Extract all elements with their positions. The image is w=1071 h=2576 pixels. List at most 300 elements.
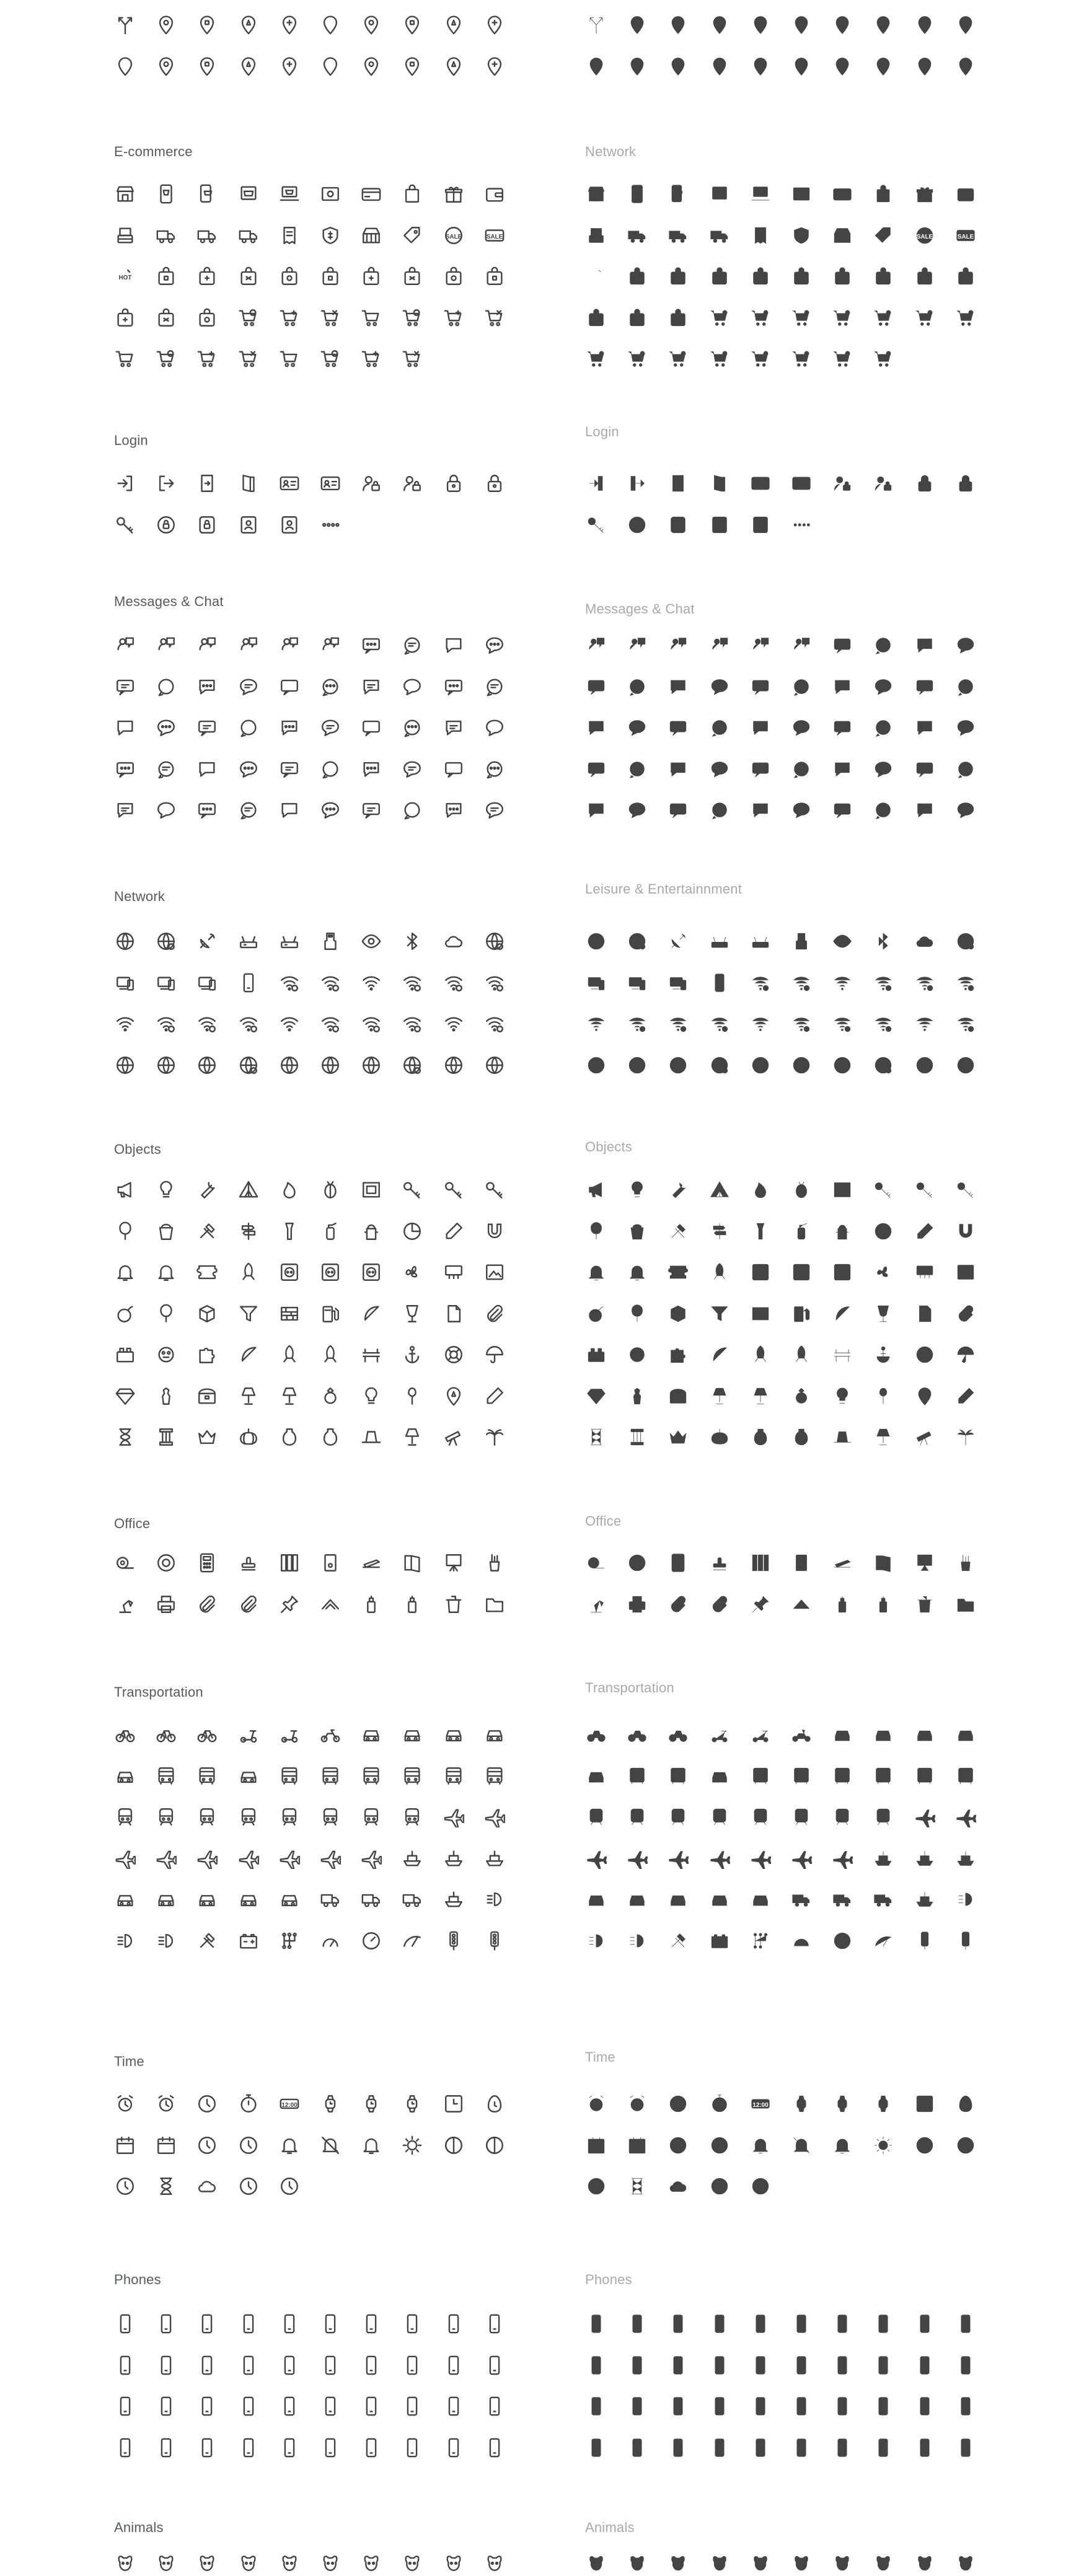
phone-icon[interactable] [276, 2434, 303, 2461]
feather-icon[interactable] [829, 1300, 856, 1327]
pencil-icon[interactable] [952, 1383, 979, 1410]
id-card-icon[interactable] [317, 470, 344, 497]
receipt-icon[interactable] [276, 222, 303, 249]
animal-icon[interactable] [276, 2549, 303, 2576]
chat-icon[interactable] [747, 673, 774, 700]
phone-icon[interactable] [152, 2310, 180, 2337]
globe-icon[interactable] [358, 1052, 385, 1079]
paperclip-icon[interactable] [664, 1591, 692, 1618]
phone-icon[interactable] [440, 2393, 467, 2420]
hydrant-icon[interactable] [358, 1218, 385, 1245]
truck-icon[interactable] [624, 222, 651, 249]
calendar-icon[interactable] [624, 2132, 651, 2159]
plane-icon[interactable] [911, 1803, 938, 1831]
mask-icon[interactable] [152, 1341, 180, 1368]
half-circle-icon[interactable] [481, 2132, 508, 2159]
watch-icon[interactable] [399, 2090, 426, 2117]
bench-icon[interactable] [829, 1341, 856, 1368]
laptop-shop-icon[interactable] [276, 180, 303, 208]
animal-icon[interactable] [358, 2549, 385, 2576]
wrench-icon[interactable] [193, 1176, 221, 1203]
chat-icon[interactable] [664, 673, 692, 700]
wifi-icon[interactable] [317, 1010, 344, 1037]
chat-icon[interactable] [235, 673, 262, 700]
devices-icon[interactable] [193, 969, 221, 996]
train-icon[interactable] [276, 1803, 303, 1831]
phone-cart-icon[interactable] [193, 180, 221, 208]
phone-icon[interactable] [440, 2352, 467, 2379]
wifi-icon[interactable] [829, 969, 856, 996]
cart-icon[interactable] [399, 345, 426, 372]
plane-icon[interactable] [952, 1803, 979, 1831]
desk-lamp-icon[interactable] [583, 1591, 610, 1618]
bicycle-icon[interactable] [112, 1721, 139, 1748]
bus-icon[interactable] [664, 1762, 692, 1790]
register-icon[interactable] [583, 222, 610, 249]
balloon-icon[interactable] [152, 1300, 180, 1327]
lock-icon[interactable] [440, 470, 467, 497]
beetle-icon[interactable] [788, 1176, 815, 1203]
fire-icon[interactable] [276, 1176, 303, 1203]
cart-icon[interactable] [317, 304, 344, 332]
flipchart-icon[interactable] [440, 1549, 467, 1576]
card-icon[interactable] [829, 180, 856, 208]
bus-icon[interactable] [440, 1762, 467, 1790]
bin-icon[interactable] [440, 1591, 467, 1618]
clock-icon[interactable] [193, 2090, 221, 2117]
phone-icon[interactable] [276, 2310, 303, 2337]
bell-icon[interactable] [829, 2132, 856, 2159]
bus-icon[interactable] [276, 1762, 303, 1790]
car-icon[interactable] [870, 1721, 897, 1748]
magnet-icon[interactable] [952, 1218, 979, 1245]
frame-icon[interactable] [829, 1176, 856, 1203]
book-icon[interactable] [870, 1549, 897, 1576]
chat-user-icon[interactable] [317, 631, 344, 659]
lock-icon[interactable] [952, 470, 979, 497]
hot-label-icon[interactable] [583, 263, 610, 290]
balloon-icon[interactable] [112, 1218, 139, 1245]
train-icon[interactable] [112, 1803, 139, 1831]
wifi-icon[interactable] [870, 1010, 897, 1037]
chat-icon[interactable] [440, 631, 467, 659]
bell-icon[interactable] [583, 1259, 610, 1286]
bus-icon[interactable] [747, 1762, 774, 1790]
fan-icon[interactable] [870, 1259, 897, 1286]
login-icon[interactable] [112, 470, 139, 497]
chat-icon[interactable] [193, 755, 221, 783]
wifi-icon[interactable] [747, 969, 774, 996]
phone-icon[interactable] [624, 2434, 651, 2461]
globe-icon[interactable] [276, 1052, 303, 1079]
animal-icon[interactable] [829, 2549, 856, 2576]
car-icon[interactable] [235, 1886, 262, 1913]
phone-icon[interactable] [276, 2352, 303, 2379]
clock-icon[interactable] [112, 2173, 139, 2200]
chat-icon[interactable] [747, 796, 774, 824]
car-icon[interactable] [583, 1886, 610, 1913]
bell-off-icon[interactable] [788, 2132, 815, 2159]
satellite-dish-icon[interactable] [193, 928, 221, 955]
phone-icon[interactable] [664, 2352, 692, 2379]
wifi-icon[interactable] [112, 1010, 139, 1037]
plane-icon[interactable] [829, 1845, 856, 1872]
chat-user-icon[interactable] [747, 631, 774, 659]
globe-icon[interactable] [235, 1052, 262, 1079]
phone-icon[interactable] [829, 2434, 856, 2461]
tent-icon[interactable] [706, 1176, 733, 1203]
chat-icon[interactable] [911, 755, 938, 783]
bag-icon[interactable] [399, 263, 426, 290]
anchor-icon[interactable] [870, 1341, 897, 1368]
devices-icon[interactable] [152, 969, 180, 996]
diamond-icon[interactable] [583, 1383, 610, 1410]
tools-icon[interactable] [664, 1218, 692, 1245]
chat-icon[interactable] [870, 796, 897, 824]
chat-icon[interactable] [952, 796, 979, 824]
truck-icon[interactable] [152, 222, 180, 249]
phone-icon[interactable] [747, 2352, 774, 2379]
paperclip-icon[interactable] [235, 1591, 262, 1618]
bell-icon[interactable] [276, 2132, 303, 2159]
half-circle-icon[interactable] [952, 2132, 979, 2159]
ship-icon[interactable] [481, 1845, 508, 1872]
globe-icon[interactable] [624, 928, 651, 955]
printer-icon[interactable] [152, 1591, 180, 1618]
phone-icon[interactable] [664, 2393, 692, 2420]
pin-icon[interactable] [747, 53, 774, 80]
router-icon[interactable] [235, 928, 262, 955]
door-out-icon[interactable] [235, 470, 262, 497]
globe-icon[interactable] [152, 1052, 180, 1079]
paper-icon[interactable] [440, 1300, 467, 1327]
tape-roll-icon[interactable] [624, 1549, 651, 1576]
chat-icon[interactable] [583, 673, 610, 700]
hat-icon[interactable] [829, 1423, 856, 1451]
pin-icon[interactable] [440, 1383, 467, 1410]
pin-icon[interactable] [317, 53, 344, 80]
wifi-icon[interactable] [235, 1010, 262, 1037]
ship-icon[interactable] [440, 1845, 467, 1872]
cart-icon[interactable] [440, 304, 467, 332]
phone-icon[interactable] [788, 2393, 815, 2420]
ship-icon[interactable] [952, 1845, 979, 1872]
fire-icon[interactable] [747, 1176, 774, 1203]
frame-icon[interactable] [358, 1176, 385, 1203]
chat-icon[interactable] [152, 673, 180, 700]
phone-icon[interactable] [358, 2393, 385, 2420]
car-icon[interactable] [706, 1762, 733, 1790]
banknote-icon[interactable] [317, 180, 344, 208]
pencil-cup-icon[interactable] [481, 1549, 508, 1576]
phone-icon[interactable] [583, 2310, 610, 2337]
glue-icon[interactable] [870, 1591, 897, 1618]
password-icon[interactable] [788, 511, 815, 538]
wifi-icon[interactable] [706, 1010, 733, 1037]
phone-icon[interactable] [706, 2310, 733, 2337]
speedometer-icon[interactable] [358, 1927, 385, 1954]
digital-clock-icon[interactable] [747, 2090, 774, 2117]
chat-icon[interactable] [235, 796, 262, 824]
cart-icon[interactable] [317, 345, 344, 372]
wifi-icon[interactable] [317, 969, 344, 996]
bell-icon[interactable] [624, 1259, 651, 1286]
phone-icon[interactable] [952, 2393, 979, 2420]
plane-icon[interactable] [152, 1845, 180, 1872]
chat-icon[interactable] [276, 714, 303, 741]
globe-icon[interactable] [952, 1052, 979, 1079]
chat-user-icon[interactable] [664, 631, 692, 659]
shop-icon[interactable] [112, 180, 139, 208]
phone-icon[interactable] [481, 2434, 508, 2461]
car-icon[interactable] [112, 1762, 139, 1790]
bucket-icon[interactable] [624, 1218, 651, 1245]
pin-icon[interactable] [193, 53, 221, 80]
socket-icon[interactable] [747, 1259, 774, 1286]
wifi-icon[interactable] [399, 969, 426, 996]
animal-icon[interactable] [152, 2549, 180, 2576]
ship-icon[interactable] [870, 1845, 897, 1872]
chat-icon[interactable] [358, 714, 385, 741]
balloon-icon[interactable] [583, 1218, 610, 1245]
alarm-icon[interactable] [112, 2090, 139, 2117]
pin-icon[interactable] [706, 53, 733, 80]
funnel-icon[interactable] [235, 1300, 262, 1327]
cart-icon[interactable] [829, 345, 856, 372]
lamp-icon[interactable] [276, 1383, 303, 1410]
bin-icon[interactable] [911, 1591, 938, 1618]
lego-icon[interactable] [112, 1341, 139, 1368]
phone-icon[interactable] [235, 2310, 262, 2337]
phone-icon[interactable] [706, 2352, 733, 2379]
umbrella-icon[interactable] [481, 1341, 508, 1368]
chat-icon[interactable] [481, 796, 508, 824]
plane-icon[interactable] [317, 1845, 344, 1872]
bag-icon[interactable] [624, 263, 651, 290]
phone-icon[interactable] [747, 2393, 774, 2420]
printer-icon[interactable] [624, 1591, 651, 1618]
usb-icon[interactable] [317, 928, 344, 955]
chat-icon[interactable] [152, 796, 180, 824]
tape-icon[interactable] [112, 1549, 139, 1576]
flipchart-icon[interactable] [911, 1549, 938, 1576]
animal-icon[interactable] [911, 2549, 938, 2576]
globe-icon[interactable] [747, 1052, 774, 1079]
diamond-icon[interactable] [112, 1383, 139, 1410]
train-icon[interactable] [870, 1803, 897, 1831]
truck-icon[interactable] [664, 222, 692, 249]
calendar-icon[interactable] [583, 2132, 610, 2159]
password-icon[interactable] [317, 511, 344, 538]
phone-icon[interactable] [911, 2434, 938, 2461]
balloon-icon[interactable] [624, 1300, 651, 1327]
bag-icon[interactable] [193, 304, 221, 332]
lock-icon[interactable] [481, 470, 508, 497]
animal-icon[interactable] [481, 2549, 508, 2576]
pencil-icon[interactable] [440, 1218, 467, 1245]
wrench-icon[interactable] [664, 1176, 692, 1203]
umbrella-icon[interactable] [952, 1341, 979, 1368]
chat-icon[interactable] [317, 714, 344, 741]
car-icon[interactable] [706, 1886, 733, 1913]
chat-icon[interactable] [358, 673, 385, 700]
chat-icon[interactable] [870, 755, 897, 783]
stopwatch-icon[interactable] [235, 2090, 262, 2117]
chat-icon[interactable] [829, 673, 856, 700]
pin-icon[interactable] [276, 11, 303, 38]
price-tag-icon[interactable] [870, 222, 897, 249]
tools-icon[interactable] [193, 1927, 221, 1954]
cart-icon[interactable] [870, 345, 897, 372]
bus-icon[interactable] [481, 1762, 508, 1790]
sale-badge-icon[interactable] [440, 222, 467, 249]
wifi-icon[interactable] [788, 1010, 815, 1037]
sun-icon[interactable] [870, 2132, 897, 2159]
ship-icon[interactable] [911, 1886, 938, 1913]
phone-icon[interactable] [193, 2434, 221, 2461]
feather-icon[interactable] [235, 1341, 262, 1368]
bicycle-icon[interactable] [152, 1721, 180, 1748]
gift-icon[interactable] [440, 180, 467, 208]
socket-icon[interactable] [788, 1259, 815, 1286]
phone-icon[interactable] [952, 2434, 979, 2461]
paperclip-icon[interactable] [193, 1591, 221, 1618]
plane-icon[interactable] [440, 1803, 467, 1831]
phone-icon[interactable] [664, 2310, 692, 2337]
egg-timer-icon[interactable] [952, 2090, 979, 2117]
chat-icon[interactable] [235, 714, 262, 741]
staple-remover-icon[interactable] [317, 1591, 344, 1618]
phone-icon[interactable] [583, 2434, 610, 2461]
pin-icon[interactable] [788, 11, 815, 38]
phone-icon[interactable] [706, 969, 733, 996]
cube-icon[interactable] [193, 1300, 221, 1327]
plane-icon[interactable] [358, 1845, 385, 1872]
pin-icon[interactable] [235, 11, 262, 38]
phone-icon[interactable] [952, 2352, 979, 2379]
chat-icon[interactable] [583, 796, 610, 824]
chat-icon[interactable] [706, 714, 733, 741]
gearshift-icon[interactable] [747, 1927, 774, 1954]
chat-user-icon[interactable] [235, 631, 262, 659]
phone-icon[interactable] [399, 2310, 426, 2337]
chat-icon[interactable] [829, 714, 856, 741]
crown-icon[interactable] [664, 1423, 692, 1451]
palm-icon[interactable] [481, 1423, 508, 1451]
wallet-icon[interactable] [481, 180, 508, 208]
plane-icon[interactable] [276, 1845, 303, 1872]
car-icon[interactable] [235, 1762, 262, 1790]
rocket-icon[interactable] [788, 1341, 815, 1368]
calculator-icon[interactable] [664, 1549, 692, 1576]
plane-icon[interactable] [583, 1845, 610, 1872]
train-icon[interactable] [317, 1803, 344, 1831]
animal-icon[interactable] [952, 2549, 979, 2576]
column-icon[interactable] [624, 1423, 651, 1451]
animal-icon[interactable] [440, 2549, 467, 2576]
router-icon[interactable] [747, 928, 774, 955]
globe-icon[interactable] [706, 1052, 733, 1079]
cart-icon[interactable] [706, 304, 733, 332]
pin-icon[interactable] [399, 53, 426, 80]
binders-icon[interactable] [276, 1549, 303, 1576]
chat-icon[interactable] [112, 796, 139, 824]
pin-icon[interactable] [152, 11, 180, 38]
cart-icon[interactable] [870, 304, 897, 332]
chat-icon[interactable] [317, 796, 344, 824]
lego-icon[interactable] [583, 1341, 610, 1368]
pin-icon[interactable] [664, 11, 692, 38]
pie-icon[interactable] [870, 1218, 897, 1245]
key-icon[interactable] [399, 1176, 426, 1203]
chat-icon[interactable] [399, 796, 426, 824]
cart-icon[interactable] [788, 345, 815, 372]
alarm-icon[interactable] [583, 2090, 610, 2117]
rocket-icon[interactable] [276, 1341, 303, 1368]
chat-icon[interactable] [358, 631, 385, 659]
traffic-light-icon[interactable] [911, 1927, 938, 1954]
bell-icon[interactable] [747, 2132, 774, 2159]
half-circle-icon[interactable] [911, 2132, 938, 2159]
pin-icon[interactable] [829, 11, 856, 38]
picture-icon[interactable] [952, 1259, 979, 1286]
wifi-icon[interactable] [870, 969, 897, 996]
wallet-icon[interactable] [952, 180, 979, 208]
chat-icon[interactable] [911, 673, 938, 700]
door-in-icon[interactable] [193, 470, 221, 497]
rocket-icon[interactable] [235, 1259, 262, 1286]
key-icon[interactable] [112, 511, 139, 538]
phone-icon[interactable] [399, 2393, 426, 2420]
phone-icon[interactable] [235, 2434, 262, 2461]
scooter-icon[interactable] [276, 1721, 303, 1748]
pin-icon[interactable] [829, 53, 856, 80]
phone-icon[interactable] [583, 2393, 610, 2420]
chest-icon[interactable] [664, 1383, 692, 1410]
bus-icon[interactable] [624, 1762, 651, 1790]
chat-icon[interactable] [193, 796, 221, 824]
digital-clock-icon[interactable] [276, 2090, 303, 2117]
chat-icon[interactable] [112, 755, 139, 783]
sun-icon[interactable] [399, 2132, 426, 2159]
gauge-icon[interactable] [317, 1927, 344, 1954]
chat-icon[interactable] [440, 755, 467, 783]
car-icon[interactable] [276, 1886, 303, 1913]
user-lock-icon[interactable] [399, 470, 426, 497]
idol-icon[interactable] [152, 1383, 180, 1410]
chat-icon[interactable] [276, 796, 303, 824]
gift-icon[interactable] [911, 180, 938, 208]
chat-icon[interactable] [952, 714, 979, 741]
chat-icon[interactable] [870, 714, 897, 741]
shop-icon[interactable] [583, 180, 610, 208]
cart-icon[interactable] [583, 345, 610, 372]
lock-square-icon[interactable] [664, 511, 692, 538]
truck-icon[interactable] [706, 222, 733, 249]
truck-icon[interactable] [399, 1886, 426, 1913]
chat-icon[interactable] [481, 755, 508, 783]
scooter-icon[interactable] [706, 1721, 733, 1748]
cart-icon[interactable] [747, 304, 774, 332]
bell-icon[interactable] [358, 2132, 385, 2159]
shopping-bag-icon[interactable] [399, 180, 426, 208]
ship-icon[interactable] [440, 1886, 467, 1913]
rocket-icon[interactable] [747, 1341, 774, 1368]
phone-icon[interactable] [747, 2434, 774, 2461]
cart-icon[interactable] [911, 304, 938, 332]
clock-icon[interactable] [193, 2132, 221, 2159]
lock-circle-icon[interactable] [152, 511, 180, 538]
